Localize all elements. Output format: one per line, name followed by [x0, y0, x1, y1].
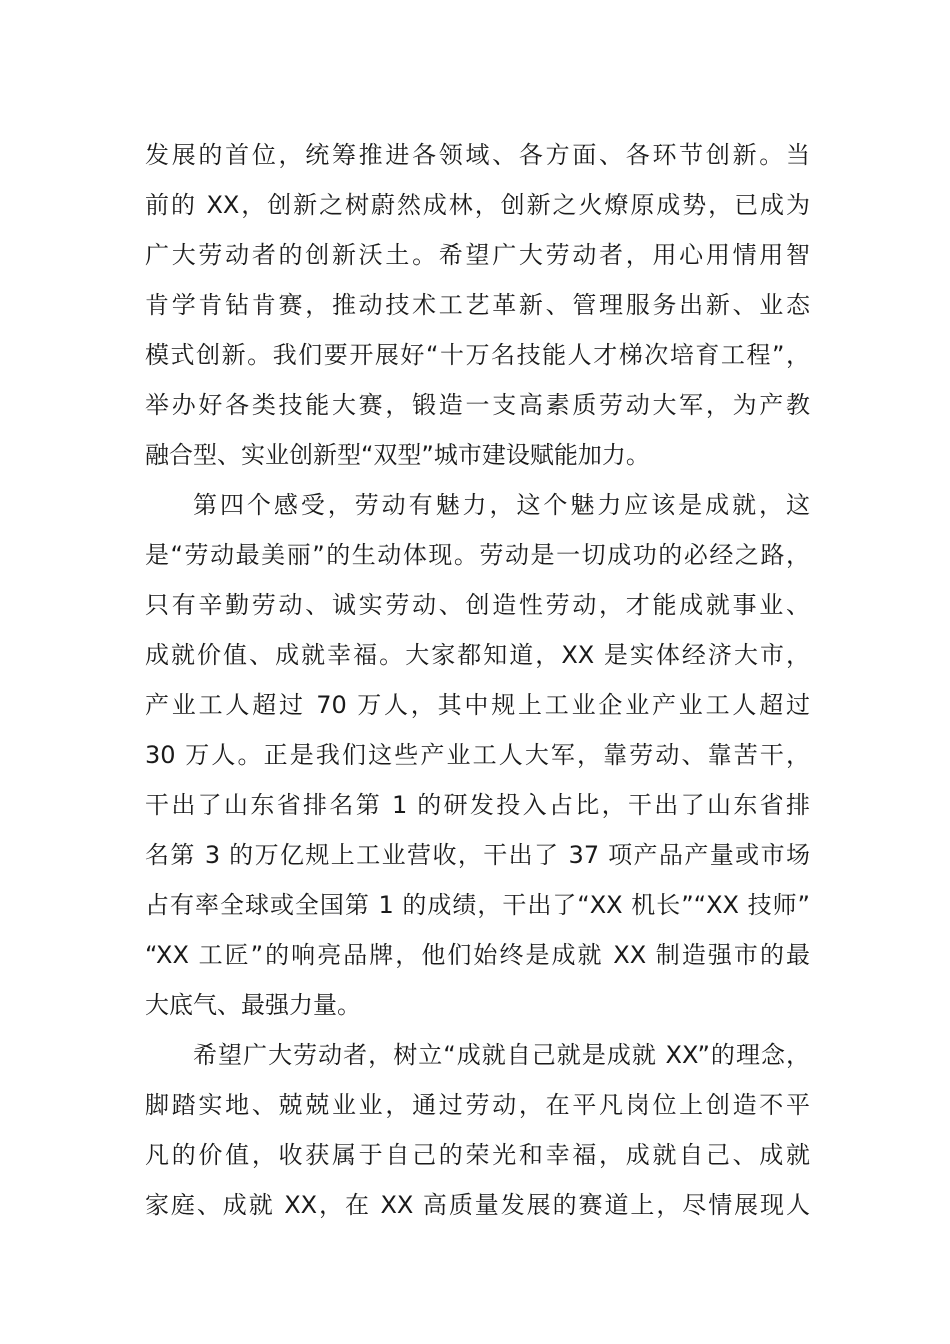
- paragraph-2-line-1: 第四个感受，劳动有魅力，这个魅力应该是成就，这: [193, 491, 810, 519]
- paragraph-2-line-5: 产业工人超过 70 万人，其中规上工业企业产业工人超过: [145, 691, 810, 719]
- paragraph-3-line-1: 希望广大劳动者，树立“成就自己就是成就 XX”的理念，: [193, 1041, 810, 1069]
- paragraph-1-line-4: 肯学肯钻肯赛，推动技术工艺革新、管理服务出新、业态: [145, 291, 810, 319]
- paragraph-3-line-3: 凡的价值，收获属于自己的荣光和幸福，成就自己、成就: [145, 1141, 810, 1169]
- paragraph-2-line-9: 占有率全球或全国第 1 的成绩，干出了“XX 机长”“XX 技师”: [145, 891, 810, 919]
- paragraph-1-line-7: 融合型、实业创新型“双型”城市建设赋能加力。: [145, 441, 650, 469]
- paragraph-3-line-2: 脚踏实地、兢兢业业，通过劳动，在平凡岗位上创造不平: [145, 1091, 810, 1119]
- paragraph-1-line-5: 模式创新。我们要开展好“十万名技能人才梯次培育工程”，: [145, 341, 810, 369]
- paragraph-1-line-3: 广大劳动者的创新沃土。希望广大劳动者，用心用情用智: [145, 241, 810, 269]
- paragraph-2-line-11: 大底气、最强力量。: [145, 991, 361, 1019]
- paragraph-1-line-6: 举办好各类技能大赛，锻造一支高素质劳动大军，为产教: [145, 391, 810, 419]
- paragraph-2-line-10: “XX 工匠”的响亮品牌，他们始终是成就 XX 制造强市的最: [145, 941, 810, 969]
- paragraph-2-line-7: 干出了山东省排名第 1 的研发投入占比，干出了山东省排: [145, 791, 810, 819]
- document-body: [145, 130, 810, 1230]
- paragraph-3-line-4: 家庭、成就 XX，在 XX 高质量发展的赛道上，尽情展现人: [145, 1191, 810, 1219]
- paragraph-2-line-3: 只有辛勤劳动、诚实劳动、创造性劳动，才能成就事业、: [145, 591, 810, 619]
- paragraph-2-line-4: 成就价值、成就幸福。大家都知道，XX 是实体经济大市，: [145, 641, 810, 669]
- paragraph-1-line-1: 发展的首位，统筹推进各领域、各方面、各环节创新。当: [145, 141, 810, 169]
- paragraph-2-line-6: 30 万人。正是我们这些产业工人大军，靠劳动、靠苦干，: [145, 741, 810, 769]
- paragraph-2-line-8: 名第 3 的万亿规上工业营收，干出了 37 项产品产量或市场: [145, 841, 810, 869]
- paragraph-2-line-2: 是“劳动最美丽”的生动体现。劳动是一切成功的必经之路，: [145, 541, 810, 569]
- paragraph-1-line-2: 前的 XX，创新之树蔚然成林，创新之火燎原成势，已成为: [145, 191, 810, 219]
